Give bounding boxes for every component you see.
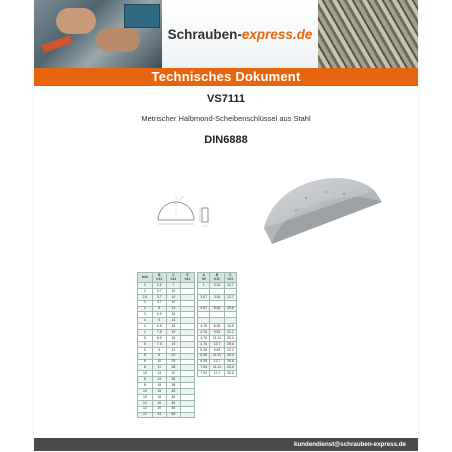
table-cell: 12: [138, 400, 153, 406]
table-cell: 10: [166, 294, 180, 300]
table-cell: 7: [166, 283, 180, 289]
table-cell: 3.15: [210, 294, 224, 300]
table-cell: 16: [152, 400, 166, 406]
table-cell: 5: [138, 341, 153, 347]
table-cell: 15: [152, 383, 166, 389]
table-cell: 7.5: [152, 341, 166, 347]
table-cell: 24: [152, 412, 166, 418]
woodruff-key-image: [256, 168, 386, 260]
table-cell: 10: [138, 389, 153, 395]
table-cell: 6.35: [198, 347, 210, 353]
product-description: Metrischer Halbmond-Scheibenschlüssel aus Stahl: [141, 114, 311, 123]
table-cell: 7.94: [198, 365, 210, 371]
table-cell: 9: [152, 353, 166, 359]
column-header: C h11: [224, 273, 236, 283]
column-header: B h11: [152, 273, 166, 283]
table-cell: 3: [138, 312, 153, 318]
table-cell: 2: [138, 288, 153, 294]
table-cell: 2: [138, 283, 153, 289]
table-cell: 3.15: [210, 283, 224, 289]
table-cell: 3: [138, 306, 153, 312]
header-banner: [34, 0, 418, 68]
table-cell: 55: [166, 406, 180, 412]
footer-bar: [34, 438, 418, 451]
table-cell: 45: [166, 389, 180, 395]
table-cell: 3.97: [198, 294, 210, 300]
table-cell: 38: [166, 377, 180, 383]
table-cell: 28.6: [224, 341, 236, 347]
column-header: B h11: [210, 273, 224, 283]
table-cell: 16: [152, 394, 166, 400]
table-row: [138, 412, 195, 418]
table-cell: 9.53: [210, 347, 224, 353]
table-cell: 4: [138, 330, 153, 336]
article-number: VS7111: [207, 93, 245, 105]
table-cell: 22: [166, 347, 180, 353]
table-cell: 12.7: [210, 371, 224, 377]
table-cell: 65: [166, 412, 180, 418]
dimension-table: [137, 272, 195, 418]
table-cell: 28: [166, 365, 180, 371]
tolerance-table-header: [198, 273, 237, 283]
table-cell: 12.7: [210, 341, 224, 347]
table-cell: 9.53: [210, 330, 224, 336]
document-title: Technisches Dokument: [34, 68, 418, 86]
column-header: E h11: [180, 273, 194, 283]
table-cell: 28.6: [224, 359, 236, 365]
table-cell: 10: [166, 288, 180, 294]
table-cell: 12.7: [224, 294, 236, 300]
logo-main: Schrauben-: [167, 26, 242, 42]
table-cell: 12: [138, 412, 153, 418]
table-cell: 13: [152, 371, 166, 377]
tolerance-table: [197, 272, 237, 377]
table-cell: 38: [166, 383, 180, 389]
table-cell: 8: [138, 383, 153, 389]
table-cell: 4.76: [198, 336, 210, 342]
table-cell: 5: [138, 336, 153, 342]
table-cell: 6.5: [152, 324, 166, 330]
table-cell: 6.35: [198, 353, 210, 359]
table-cell: 11.11: [210, 353, 224, 359]
table-cell: 12: [138, 406, 153, 412]
workshop-photo: [34, 0, 162, 68]
tolerance-table-body: [198, 283, 237, 377]
table-cell: 6.5: [152, 336, 166, 342]
table-cell: 16: [166, 336, 180, 342]
table-cell: 32: [166, 371, 180, 377]
dimension-table-header: [138, 273, 195, 283]
table-cell: 5: [138, 347, 153, 353]
table-cell: 5: [152, 306, 166, 312]
table-cell: 10: [138, 394, 153, 400]
logo-accent: express.de: [241, 26, 313, 42]
table-cell: 22.2: [224, 347, 236, 353]
table-cell: 8: [138, 377, 153, 383]
table-header-row: [138, 273, 195, 283]
table-cell: 2.5: [138, 294, 153, 300]
table-cell: 13: [152, 377, 166, 383]
table-cell: 11: [152, 365, 166, 371]
table-cell: 25: [166, 359, 180, 365]
table-cell: 4.76: [198, 341, 210, 347]
table-cell: 6.35: [210, 306, 224, 312]
table-cell: 4: [138, 318, 153, 324]
table-cell: 2.6: [152, 283, 166, 289]
table-cell: 6: [138, 353, 153, 359]
table-cell: 16: [166, 312, 180, 318]
table-cell: 3: [138, 300, 153, 306]
table-cell: 13: [166, 306, 180, 312]
table-cell: 19: [152, 406, 166, 412]
dimension-table-body: [138, 283, 195, 418]
table-cell: 10: [166, 300, 180, 306]
table-cell: 15: [152, 389, 166, 395]
table-cell: 10: [138, 371, 153, 377]
table-cell: 7.94: [198, 371, 210, 377]
contact-email[interactable]: kundendienst@schrauben-express.de: [294, 441, 406, 448]
table-cell: 16: [166, 324, 180, 330]
table-cell: 25.4: [224, 353, 236, 359]
table-cell: 7.5: [152, 330, 166, 336]
column-header: bxh: [138, 273, 153, 283]
table-row: [198, 371, 237, 377]
norm-number: DIN6888: [204, 134, 248, 146]
table-cell: 12.7: [210, 359, 224, 365]
table-cell: 3.7: [152, 288, 166, 294]
table-cell: 15.8: [224, 306, 236, 312]
table-cell: 3.7: [152, 300, 166, 306]
column-header: A h9: [198, 273, 210, 283]
table-cell: 15.8: [224, 324, 236, 330]
table-cell: 19: [166, 341, 180, 347]
table-cell: 9: [152, 347, 166, 353]
table-cell: [180, 412, 194, 418]
table-cell: 6.35: [210, 324, 224, 330]
table-cell: 4: [138, 324, 153, 330]
table-cell: 13: [166, 318, 180, 324]
table-cell: 28.6: [224, 371, 236, 377]
table-cell: 45: [166, 400, 180, 406]
table-cell: 10: [152, 359, 166, 365]
table-cell: 1: [198, 283, 210, 289]
table-cell: 3.97: [198, 306, 210, 312]
table-cell: 11.11: [210, 336, 224, 342]
table-cell: 4.76: [198, 330, 210, 336]
table-cell: 6: [138, 359, 153, 365]
table-cell: 6.35: [198, 359, 210, 365]
table-cell: 11.11: [210, 365, 224, 371]
table-cell: 8: [138, 365, 153, 371]
table-header-row: [198, 273, 237, 283]
table-cell: 6.5: [152, 312, 166, 318]
table-cell: 25.4: [224, 336, 236, 342]
table-cell: 12.7: [224, 283, 236, 289]
technical-drawing: [154, 186, 226, 238]
table-cell: 19: [166, 330, 180, 336]
table-cell: 22.2: [224, 330, 236, 336]
table-cell: 3.7: [152, 294, 166, 300]
screws-photo: [318, 0, 418, 68]
table-cell: 4.76: [198, 324, 210, 330]
table-cell: 5: [152, 318, 166, 324]
column-header: C h11: [166, 273, 180, 283]
table-cell: 25.4: [224, 365, 236, 371]
table-cell: 45: [166, 394, 180, 400]
table-cell: 22: [166, 353, 180, 359]
company-logo[interactable]: [162, 0, 318, 68]
